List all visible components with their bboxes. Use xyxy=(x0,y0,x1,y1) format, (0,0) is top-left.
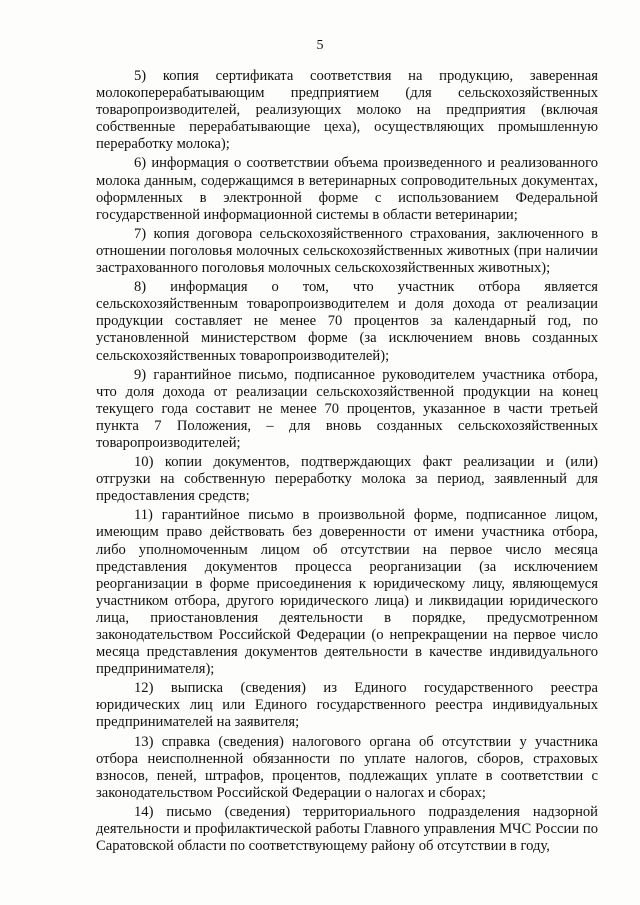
page-number: 5 xyxy=(316,38,324,53)
list-item-14: 14) письмо (сведения) территориального подразделения надзорной деятельности и профилактической работы Главного управления МЧС России по Саратовской области по соответствующему району об отсутствии в году, xyxy=(96,803,598,855)
list-item-13: 13) справка (сведения) налогового органа об отсутствии у участника отбора неисполненной обязанности по уплате налогов, сборов, страховых взносов, пеней, штрафов, процентов, подлежащих уплате в соответствии с законодательством Российской Федерации о налогах и сборах; xyxy=(96,733,598,801)
document-body xyxy=(96,68,598,857)
list-item-10: 10) копии документов, подтверждающих факт реализации и (или) отгрузки на собственную переработку молока за период, заявленный для предоставления средств; xyxy=(96,454,598,505)
list-item-6: 6) информация о соответствии объема произведенного и реализованного молока данным, содержащимся в ветеринарных сопроводительных документах, оформленных в электронной форме с использованием Федеральной государственной информационной системы в области ветеринарии; xyxy=(96,155,598,223)
list-item-5: 5) копия сертификата соответствия на продукцию, заверенная молокоперерабатывающим предприятием (для сельскохозяйственных товаропроизводителей, реализующих молоко на предприятия (включая собственные перерабатывающие цеха), осуществляющих промышленную переработку молока); xyxy=(96,68,598,153)
list-item-9: 9) гарантийное письмо, подписанное руководителем участника отбора, что доля дохода от реализации сельскохозяйственной продукции на конец текущего года составит не менее 70 процентов, указанное в части третьей пункта 7 Положения, – для вновь созданных сельскохозяйственных товаропроизводителей; xyxy=(96,366,598,451)
list-item-12: 12) выписка (сведения) из Единого государственного реестра юридических лиц или Единого государственного реестра индивидуальных предпринимателей на заявителя; xyxy=(96,680,598,731)
list-item-11: 11) гарантийное письмо в произвольной форме, подписанное лицом, имеющим право действовать без доверенности от имени участника отбора, либо уполномоченным лицом об отсутствии на первое число месяца представления документов процесса реорганизации (за исключением реорганизации в форме присоединения к юридическому лицу, являющемуся участником отбора, другого юридического лица) и ликвидации юридического лица, приостановления деятельности в порядке, предусмотренном законодательством Российской Федерации (о непрекращении на первое число месяца представления документов деятельности в качестве индивидуального предпринимателя); xyxy=(96,507,598,678)
list-item-8: 8) информация о том, что участник отбора является сельскохозяйственным товаропроизводителем и доля дохода от реализации продукции составляет не менее 70 процентов за календарный год, по установленной министерством форме (за исключением вновь созданных сельскохозяйственных товаропроизводителей); xyxy=(96,279,598,364)
list-item-7: 7) копия договора сельскохозяйственного страхования, заключенного в отношении поголовья молочных сельскохозяйственных животных (при наличии застрахованного поголовья молочных сельскохозяйственных животных); xyxy=(96,225,598,277)
